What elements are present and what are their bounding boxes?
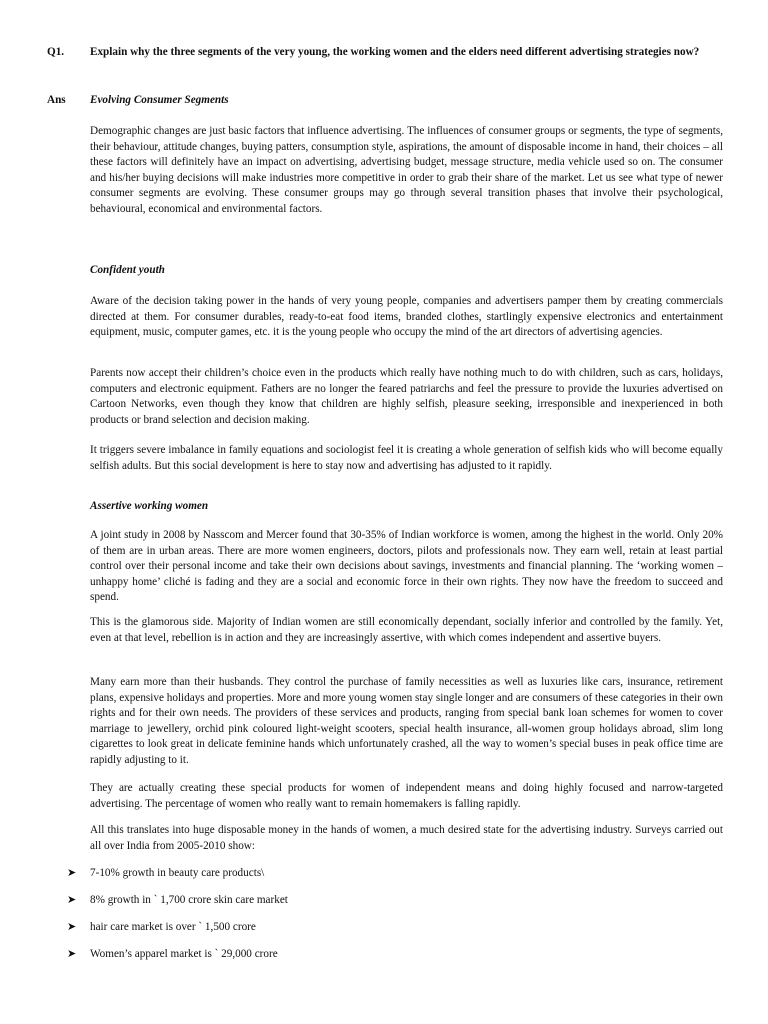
women-paragraph: They are actually creating these special products for women of independent means and doing highly focused and narrow-targeted advertising. The percentage of women who really want to remain homemakers is falling rapidly. <box>90 782 723 810</box>
question-text: Explain why the three segments of the very young, the working women and the elders need different advertising strategies now? <box>90 46 700 58</box>
youth-paragraph: Aware of the decision taking power in the hands of very young people, companies and advertisers pamper them by creating commercials directed at them. For consumer durables, ready-to-eat food items, branded clothes, startlingly expensive electronics and entertainment equipment, music, computer games, etc. it is the young people who occupy the mind of the art directors of advertising agencies. <box>90 295 723 339</box>
answer-title: Evolving Consumer Segments <box>90 94 229 106</box>
intro-paragraph: Demographic changes are just basic factors that influence advertising. The influences of consumer groups or segments, the type of segments, their behaviour, attitude changes, buying patters, consumption style, aspirations, the amount of disposable income in hand, their choices – all these factors will definitely have an impact on advertising, advertising budget, message structure, media vehicle used so on. The consumer and his/her buying decisions will make industries more competitive in order to grab their share of the market. Let us see what type of newer consumer segments are evolving. These consumer groups may go through several transition phases that involve their psychological, behavioural, economical and environmental factors. <box>90 125 723 215</box>
women-paragraph-3-block <box>90 675 723 769</box>
youth-heading-block <box>90 263 723 279</box>
arrow-bullet-icon: ➤ <box>67 921 77 933</box>
intro-block <box>90 124 723 218</box>
question-label: Q1. <box>47 46 65 58</box>
youth-paragraph: It triggers severe imbalance in family equations and sociologist feel it is creating a whole generation of selfish kids who will become equally selfish adults. But this social development is here to stay now and advertising has adjusted to it rapidly. <box>90 444 723 472</box>
women-paragraph: Many earn more than their husbands. They control the purchase of family necessities as well as luxuries like cars, insurance, retirement plans, expensive holidays and properties. More and more young women stay single longer and are consumers of these categories in their own rights and for their own needs. The providers of these services and products, ranging from special bank loan schemes for women to cover marriage to jewellery, orchid pink coloured light-weight scooters, special health insurance, all-women group holidays abroad, slim long cigarettes to look great in delicate feminine hands which unfortunately crashed, all the way to women’s special buses in peak office time are rapidly adjusting to it. <box>90 676 723 766</box>
arrow-bullet-icon: ➤ <box>67 867 77 879</box>
women-paragraph-2-block <box>90 615 723 646</box>
youth-paragraph-3-block <box>90 443 723 474</box>
women-paragraph: This is the glamorous side. Majority of Indian women are still economically dependant, socially inferior and controlled by the family. Yet, even at that level, rebellion is in action and they are increasingly assertive, with which comes independent and assertive buyers. <box>90 616 723 644</box>
arrow-bullet-icon: ➤ <box>67 894 77 906</box>
list-item <box>67 920 727 947</box>
women-paragraph-1-block <box>90 528 723 606</box>
bullet-list <box>67 866 727 974</box>
youth-paragraph-1-block <box>90 294 723 341</box>
youth-heading: Confident youth <box>90 264 165 276</box>
list-item-text: 8% growth in ` 1,700 crore skin care market <box>90 894 288 906</box>
women-paragraph: All this translates into huge disposable money in the hands of women, a much desired state for the advertising industry. Surveys carried out all over India from 2005-2010 show: <box>90 824 723 852</box>
youth-paragraph: Parents now accept their children’s choice even in the products which really have nothing much to do with children, such as cars, holidays, computers and electronic equipment. Fathers are no longer the feared patriarchs and feel the pressure to provide the luxuries advertised on Cartoon Networks, even though they know that children are highly selfish, pleasure seeking, irresponsible and inexperienced in both products or brand selection and decision making. <box>90 367 723 426</box>
list-item-text: hair care market is over ` 1,500 crore <box>90 921 256 933</box>
women-heading-block <box>90 499 723 515</box>
list-item-text: Women’s apparel market is ` 29,000 crore <box>90 948 278 960</box>
list-item-text: 7-10% growth in beauty care products\ <box>90 867 265 879</box>
women-heading: Assertive working women <box>90 500 209 512</box>
arrow-bullet-icon: ➤ <box>67 948 77 960</box>
list-item <box>67 947 727 974</box>
women-paragraph: A joint study in 2008 by Nasscom and Mercer found that 30-35% of Indian workforce is women, among the highest in the world. Only 20% of them are in urban areas. There are more women engineers, doctors, pilots and professionals now. They earn well, retain at least partial control over their personal income and take their own decisions about savings, investments and financial planning. The ‘working women – unhappy home’ cliché is fading and they are a social and economic force in their own rights. They now have the freedom to succeed and spend. <box>90 529 723 604</box>
list-item <box>67 893 727 920</box>
youth-paragraph-2-block <box>90 366 723 428</box>
answer-label: Ans <box>47 94 66 106</box>
women-paragraph-4-block <box>90 781 723 812</box>
list-item <box>67 866 727 893</box>
women-paragraph-5-block <box>90 823 723 854</box>
